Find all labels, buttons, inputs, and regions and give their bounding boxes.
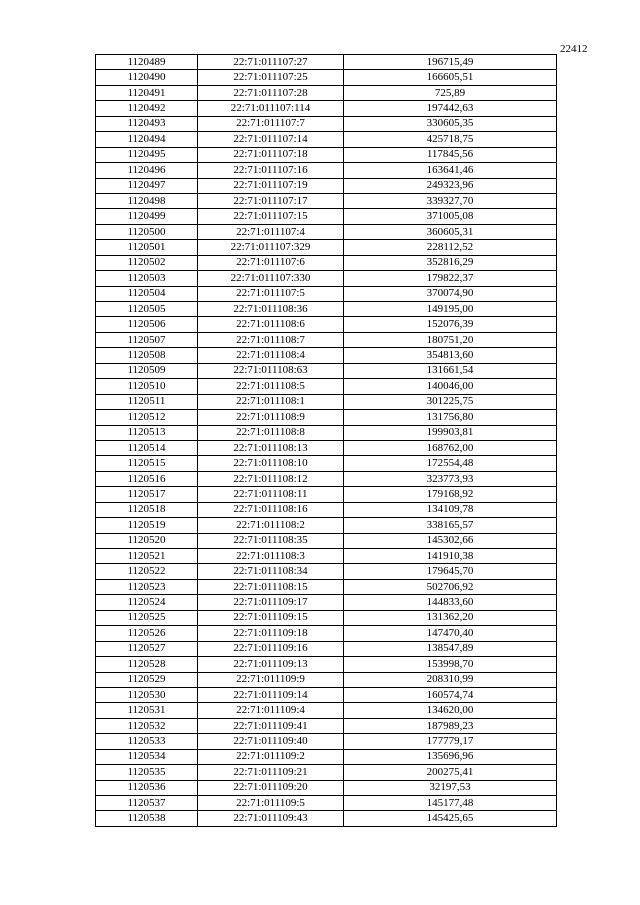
table-row — [96, 255, 557, 270]
row-number-cell: 1120504 — [96, 286, 198, 301]
cadastral-number-cell: 22:71:011109:5 — [198, 796, 344, 811]
table-row — [96, 749, 557, 764]
cadastral-number-cell: 22:71:011107:15 — [198, 209, 344, 224]
cadastral-number-cell: 22:71:011107:14 — [198, 132, 344, 147]
row-number-cell: 1120520 — [96, 533, 198, 548]
cadastral-number-cell: 22:71:011109:14 — [198, 687, 344, 702]
row-number-cell: 1120517 — [96, 487, 198, 502]
cadastral-number-cell: 22:71:011109:20 — [198, 780, 344, 795]
value-cell: 425718,75 — [344, 132, 557, 147]
cadastral-number-cell: 22:71:011109:4 — [198, 703, 344, 718]
row-number-cell: 1120514 — [96, 440, 198, 455]
cadastral-number-cell: 22:71:011107:4 — [198, 224, 344, 239]
table-row — [96, 348, 557, 363]
cadastral-number-cell: 22:71:011108:2 — [198, 518, 344, 533]
row-number-cell: 1120512 — [96, 410, 198, 425]
value-cell: 370074,90 — [344, 286, 557, 301]
table-row — [96, 533, 557, 548]
table-row — [96, 796, 557, 811]
table-row — [96, 240, 557, 255]
row-number-cell: 1120535 — [96, 765, 198, 780]
cadastral-number-cell: 22:71:011108:4 — [198, 348, 344, 363]
row-number-cell: 1120525 — [96, 610, 198, 625]
table-row — [96, 579, 557, 594]
cadastral-number-cell: 22:71:011109:9 — [198, 672, 344, 687]
cadastral-number-cell: 22:71:011107:330 — [198, 271, 344, 286]
value-cell: 199903,81 — [344, 425, 557, 440]
value-cell: 131661,54 — [344, 363, 557, 378]
value-cell: 135696,96 — [344, 749, 557, 764]
cadastral-number-cell: 22:71:011108:8 — [198, 425, 344, 440]
row-number-cell: 1120518 — [96, 502, 198, 517]
value-cell: 153998,70 — [344, 657, 557, 672]
row-number-cell: 1120506 — [96, 317, 198, 332]
cadastral-number-cell: 22:71:011109:18 — [198, 626, 344, 641]
table-row — [96, 487, 557, 502]
row-number-cell: 1120513 — [96, 425, 198, 440]
value-cell: 144833,60 — [344, 595, 557, 610]
registry-table-body — [96, 55, 557, 827]
table-row — [96, 147, 557, 162]
row-number-cell: 1120510 — [96, 379, 198, 394]
value-cell: 179168,92 — [344, 487, 557, 502]
cadastral-number-cell: 22:71:011108:63 — [198, 363, 344, 378]
row-number-cell: 1120538 — [96, 811, 198, 826]
table-row — [96, 718, 557, 733]
cadastral-number-cell: 22:71:011107:329 — [198, 240, 344, 255]
table-row — [96, 70, 557, 85]
row-number-cell: 1120522 — [96, 564, 198, 579]
table-row — [96, 178, 557, 193]
table-row — [96, 101, 557, 116]
value-cell: 134109,78 — [344, 502, 557, 517]
value-cell: 152076,39 — [344, 317, 557, 332]
row-number-cell: 1120537 — [96, 796, 198, 811]
value-cell: 138547,89 — [344, 641, 557, 656]
value-cell: 339327,70 — [344, 193, 557, 208]
cadastral-number-cell: 22:71:011107:6 — [198, 255, 344, 270]
table-row — [96, 394, 557, 409]
value-cell: 371005,08 — [344, 209, 557, 224]
row-number-cell: 1120528 — [96, 657, 198, 672]
row-number-cell: 1120497 — [96, 178, 198, 193]
row-number-cell: 1120531 — [96, 703, 198, 718]
row-number-cell: 1120505 — [96, 302, 198, 317]
value-cell: 502706,92 — [344, 579, 557, 594]
table-row — [96, 224, 557, 239]
table-row — [96, 471, 557, 486]
table-row — [96, 271, 557, 286]
table-row — [96, 672, 557, 687]
cadastral-number-cell: 22:71:011107:114 — [198, 101, 344, 116]
cadastral-number-cell: 22:71:011107:19 — [198, 178, 344, 193]
cadastral-number-cell: 22:71:011107:7 — [198, 116, 344, 131]
cadastral-number-cell: 22:71:011109:43 — [198, 811, 344, 826]
table-row — [96, 193, 557, 208]
row-number-cell: 1120536 — [96, 780, 198, 795]
row-number-cell: 1120502 — [96, 255, 198, 270]
table-row — [96, 765, 557, 780]
value-cell: 147470,40 — [344, 626, 557, 641]
table-row — [96, 564, 557, 579]
row-number-cell: 1120492 — [96, 101, 198, 116]
row-number-cell: 1120534 — [96, 749, 198, 764]
row-number-cell: 1120494 — [96, 132, 198, 147]
table-row — [96, 85, 557, 100]
value-cell: 160574,74 — [344, 687, 557, 702]
row-number-cell: 1120519 — [96, 518, 198, 533]
value-cell: 32197,53 — [344, 780, 557, 795]
table-row — [96, 440, 557, 455]
row-number-cell: 1120533 — [96, 734, 198, 749]
table-row — [96, 657, 557, 672]
value-cell: 163641,46 — [344, 163, 557, 178]
row-number-cell: 1120493 — [96, 116, 198, 131]
value-cell: 187989,23 — [344, 718, 557, 733]
row-number-cell: 1120509 — [96, 363, 198, 378]
cadastral-number-cell: 22:71:011107:17 — [198, 193, 344, 208]
page-number: 22412 — [560, 43, 588, 55]
value-cell: 179645,70 — [344, 564, 557, 579]
value-cell: 338165,57 — [344, 518, 557, 533]
cadastral-number-cell: 22:71:011109:41 — [198, 718, 344, 733]
value-cell: 180751,20 — [344, 332, 557, 347]
table-row — [96, 687, 557, 702]
table-row — [96, 780, 557, 795]
cadastral-number-cell: 22:71:011107:5 — [198, 286, 344, 301]
cadastral-number-cell: 22:71:011108:16 — [198, 502, 344, 517]
value-cell: 197442,63 — [344, 101, 557, 116]
value-cell: 168762,00 — [344, 440, 557, 455]
cadastral-number-cell: 22:71:011108:34 — [198, 564, 344, 579]
value-cell: 352816,29 — [344, 255, 557, 270]
cadastral-number-cell: 22:71:011107:25 — [198, 70, 344, 85]
value-cell: 725,89 — [344, 85, 557, 100]
value-cell: 145177,48 — [344, 796, 557, 811]
row-number-cell: 1120507 — [96, 332, 198, 347]
table-row — [96, 363, 557, 378]
row-number-cell: 1120498 — [96, 193, 198, 208]
row-number-cell: 1120491 — [96, 85, 198, 100]
row-number-cell: 1120530 — [96, 687, 198, 702]
table-row — [96, 286, 557, 301]
row-number-cell: 1120516 — [96, 471, 198, 486]
row-number-cell: 1120508 — [96, 348, 198, 363]
value-cell: 354813,60 — [344, 348, 557, 363]
value-cell: 323773,93 — [344, 471, 557, 486]
cadastral-number-cell: 22:71:011109:2 — [198, 749, 344, 764]
row-number-cell: 1120501 — [96, 240, 198, 255]
row-number-cell: 1120524 — [96, 595, 198, 610]
value-cell: 330605,35 — [344, 116, 557, 131]
row-number-cell: 1120523 — [96, 579, 198, 594]
cadastral-number-cell: 22:71:011107:28 — [198, 85, 344, 100]
cadastral-number-cell: 22:71:011108:7 — [198, 332, 344, 347]
row-number-cell: 1120532 — [96, 718, 198, 733]
value-cell: 149195,00 — [344, 302, 557, 317]
cadastral-number-cell: 22:71:011108:9 — [198, 410, 344, 425]
table-row — [96, 410, 557, 425]
row-number-cell: 1120495 — [96, 147, 198, 162]
cadastral-number-cell: 22:71:011108:36 — [198, 302, 344, 317]
table-row — [96, 811, 557, 826]
value-cell: 117845,56 — [344, 147, 557, 162]
cadastral-number-cell: 22:71:011109:17 — [198, 595, 344, 610]
row-number-cell: 1120499 — [96, 209, 198, 224]
value-cell: 249323,96 — [344, 178, 557, 193]
table-row — [96, 518, 557, 533]
value-cell: 131756,80 — [344, 410, 557, 425]
value-cell: 228112,52 — [344, 240, 557, 255]
cadastral-number-cell: 22:71:011108:6 — [198, 317, 344, 332]
value-cell: 200275,41 — [344, 765, 557, 780]
value-cell: 360605,31 — [344, 224, 557, 239]
cadastral-number-cell: 22:71:011107:18 — [198, 147, 344, 162]
table-row — [96, 626, 557, 641]
cadastral-number-cell: 22:71:011109:16 — [198, 641, 344, 656]
value-cell: 179822,37 — [344, 271, 557, 286]
table-row — [96, 332, 557, 347]
table-row — [96, 502, 557, 517]
cadastral-number-cell: 22:71:011108:12 — [198, 471, 344, 486]
cadastral-number-cell: 22:71:011108:11 — [198, 487, 344, 502]
value-cell: 141910,38 — [344, 549, 557, 564]
cadastral-number-cell: 22:71:011108:35 — [198, 533, 344, 548]
cadastral-number-cell: 22:71:011109:15 — [198, 610, 344, 625]
value-cell: 145302,66 — [344, 533, 557, 548]
value-cell: 301225,75 — [344, 394, 557, 409]
value-cell: 131362,20 — [344, 610, 557, 625]
table-row — [96, 703, 557, 718]
row-number-cell: 1120511 — [96, 394, 198, 409]
cadastral-number-cell: 22:71:011109:13 — [198, 657, 344, 672]
cadastral-number-cell: 22:71:011108:5 — [198, 379, 344, 394]
value-cell: 134620,00 — [344, 703, 557, 718]
row-number-cell: 1120489 — [96, 55, 198, 70]
table-row — [96, 379, 557, 394]
table-row — [96, 549, 557, 564]
table-row — [96, 317, 557, 332]
row-number-cell: 1120527 — [96, 641, 198, 656]
row-number-cell: 1120500 — [96, 224, 198, 239]
registry-table — [95, 54, 557, 827]
table-row — [96, 610, 557, 625]
value-cell: 145425,65 — [344, 811, 557, 826]
cadastral-number-cell: 22:71:011108:13 — [198, 440, 344, 455]
value-cell: 177779,17 — [344, 734, 557, 749]
cadastral-number-cell: 22:71:011108:1 — [198, 394, 344, 409]
value-cell: 140046,00 — [344, 379, 557, 394]
table-row — [96, 734, 557, 749]
table-row — [96, 302, 557, 317]
cadastral-number-cell: 22:71:011107:16 — [198, 163, 344, 178]
row-number-cell: 1120515 — [96, 456, 198, 471]
table-row — [96, 425, 557, 440]
value-cell: 166605,51 — [344, 70, 557, 85]
table-row — [96, 55, 557, 70]
cadastral-number-cell: 22:71:011109:40 — [198, 734, 344, 749]
cadastral-number-cell: 22:71:011108:3 — [198, 549, 344, 564]
table-row — [96, 163, 557, 178]
row-number-cell: 1120521 — [96, 549, 198, 564]
cadastral-number-cell: 22:71:011107:27 — [198, 55, 344, 70]
cadastral-number-cell: 22:71:011108:15 — [198, 579, 344, 594]
value-cell: 196715,49 — [344, 55, 557, 70]
value-cell: 208310,99 — [344, 672, 557, 687]
row-number-cell: 1120529 — [96, 672, 198, 687]
cadastral-number-cell: 22:71:011108:10 — [198, 456, 344, 471]
cadastral-number-cell: 22:71:011109:21 — [198, 765, 344, 780]
row-number-cell: 1120526 — [96, 626, 198, 641]
row-number-cell: 1120503 — [96, 271, 198, 286]
table-row — [96, 116, 557, 131]
value-cell: 172554,48 — [344, 456, 557, 471]
row-number-cell: 1120496 — [96, 163, 198, 178]
row-number-cell: 1120490 — [96, 70, 198, 85]
table-row — [96, 209, 557, 224]
table-row — [96, 641, 557, 656]
table-row — [96, 132, 557, 147]
table-row — [96, 595, 557, 610]
table-row — [96, 456, 557, 471]
